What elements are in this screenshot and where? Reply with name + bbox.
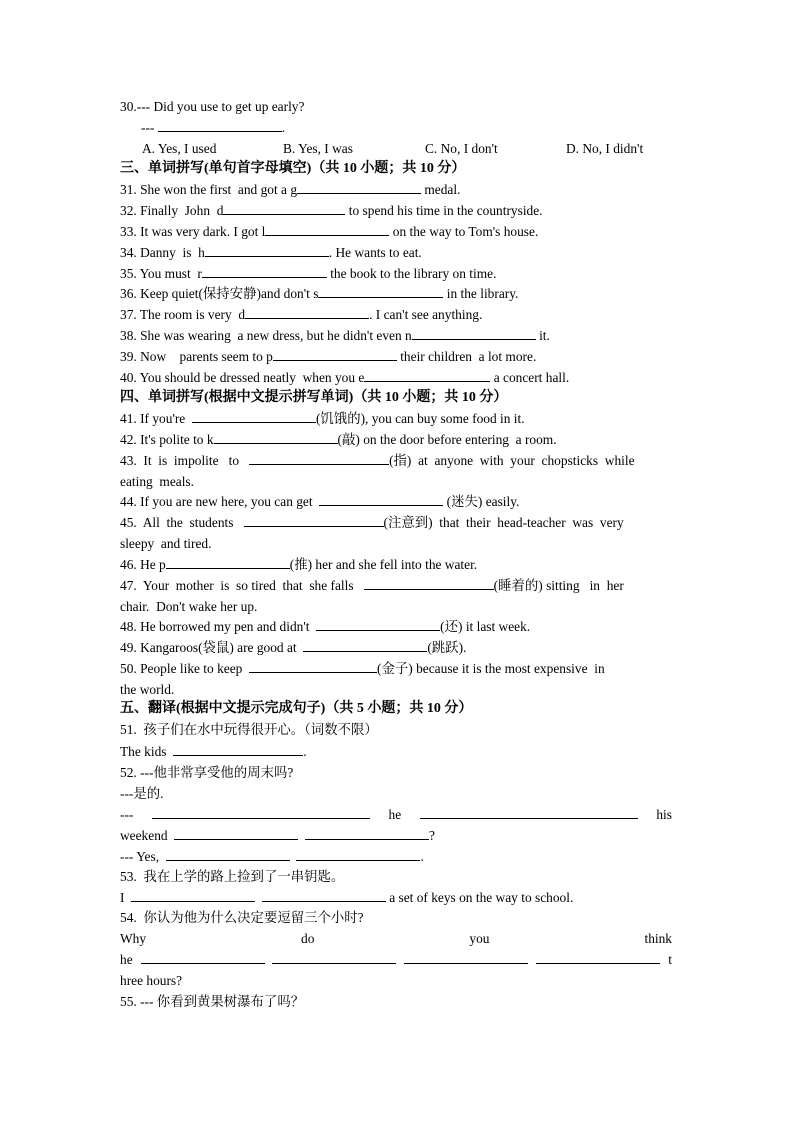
q54-chinese: 54. 你认为他为什么决定要逗留三个小时? bbox=[120, 910, 364, 925]
q52-blank-2[interactable] bbox=[420, 805, 638, 819]
q53-blank-2[interactable] bbox=[262, 888, 386, 902]
q46: 46. He p (推) her and she fell into the water. bbox=[120, 557, 478, 572]
q30-option-a[interactable]: A. Yes, I used bbox=[142, 141, 217, 156]
q30-answer-line: --- . bbox=[141, 120, 286, 135]
q41-blank[interactable] bbox=[192, 409, 316, 423]
q30-option-b[interactable]: B. Yes, I was bbox=[283, 141, 353, 156]
q53-chinese: 53. 我在上学的路上捡到了一串钥匙。 bbox=[120, 869, 345, 884]
q47: 47. Your mother is so tired that she falls (睡着的) sitting in her bbox=[120, 578, 624, 593]
q43: 43. It is impolite to (指) at anyone with your chopsticks while bbox=[120, 453, 635, 468]
q30-option-d[interactable]: D. No, I didn't bbox=[566, 141, 644, 156]
q41: 41. If you're (饥饿的), you can buy some food in it. bbox=[120, 411, 525, 426]
q50-cont: the world. bbox=[120, 682, 175, 697]
q46-blank[interactable] bbox=[166, 555, 290, 569]
q52-chinese: 52. ---他非常享受他的周末吗? bbox=[120, 765, 294, 780]
q52-line2: weekend ? bbox=[120, 828, 435, 843]
q39: 39. Now parents seem to p their children a lot more. bbox=[120, 349, 537, 364]
q44: 44. If you are new here, you can get (迷失) easily. bbox=[120, 494, 520, 509]
q36-blank[interactable] bbox=[318, 284, 443, 298]
q34-blank[interactable] bbox=[205, 243, 329, 257]
q40: 40. You should be dressed neatly when you e a concert hall. bbox=[120, 370, 570, 385]
q40-blank[interactable] bbox=[364, 368, 490, 382]
q38-blank[interactable] bbox=[412, 326, 536, 340]
q36: 36. Keep quiet(保持安静)and don't s in the library. bbox=[120, 286, 519, 301]
q52-blank-3[interactable] bbox=[174, 826, 298, 840]
q34: 34. Danny is h . He wants to eat. bbox=[120, 245, 422, 260]
q30-stem: 30.--- Did you use to get up early? bbox=[120, 99, 305, 114]
q45: 45. All the students (注意到) that their head-teacher was very bbox=[120, 515, 624, 530]
q31-blank[interactable] bbox=[297, 180, 421, 194]
q30-option-c[interactable]: C. No, I don't bbox=[425, 141, 498, 156]
q38: 38. She was wearing a new dress, but he didn't even n it. bbox=[120, 328, 550, 343]
q51-chinese: 51. 孩子们在水中玩得很开心。（词数不限） bbox=[120, 722, 378, 737]
q35: 35. You must r the book to the library on time. bbox=[120, 266, 497, 281]
q55-chinese: 55. --- 你看到黄果树瀑布了吗？ bbox=[120, 994, 305, 1009]
q43-blank[interactable] bbox=[249, 451, 389, 465]
q49: 49. Kangaroos(袋鼠) are good at (跳跃). bbox=[120, 640, 467, 655]
q54-blank-1[interactable] bbox=[141, 950, 265, 964]
q43-cont: eating meals. bbox=[120, 474, 194, 489]
q45-blank[interactable] bbox=[244, 513, 384, 527]
q50-blank[interactable] bbox=[249, 659, 377, 673]
q54-line2: he t bbox=[120, 952, 672, 967]
q48: 48. He borrowed my pen and didn't (还) it last week. bbox=[120, 619, 531, 634]
q52-blank-6[interactable] bbox=[296, 847, 420, 861]
q47-blank[interactable] bbox=[364, 576, 494, 590]
q30-blank[interactable] bbox=[158, 118, 282, 132]
q35-blank[interactable] bbox=[202, 264, 327, 278]
q51-blank[interactable] bbox=[173, 742, 303, 756]
q52-blank-5[interactable] bbox=[166, 847, 290, 861]
q33-blank[interactable] bbox=[265, 222, 389, 236]
q53-english: I a set of keys on the way to school. bbox=[120, 890, 574, 905]
q52-blank-4[interactable] bbox=[305, 826, 429, 840]
q47-cont: chair. Don't wake her up. bbox=[120, 599, 258, 614]
q54-blank-4[interactable] bbox=[536, 950, 660, 964]
q54-blank-3[interactable] bbox=[404, 950, 528, 964]
q52-blank-1[interactable] bbox=[152, 805, 370, 819]
q42-blank[interactable] bbox=[214, 430, 338, 444]
q42: 42. It's polite to k (敲) on the door before entering a room. bbox=[120, 432, 557, 447]
q32-blank[interactable] bbox=[223, 201, 345, 215]
q39-blank[interactable] bbox=[273, 347, 397, 361]
q48-blank[interactable] bbox=[316, 617, 440, 631]
q44-blank[interactable] bbox=[319, 492, 443, 506]
section3-title: 三、单词拼写(单句首字母填空)（共 10 小题；共 10 分） bbox=[120, 161, 466, 176]
q51-english: The kids . bbox=[120, 744, 307, 759]
q37: 37. The room is very d . I can't see anything. bbox=[120, 307, 483, 322]
q53-blank-1[interactable] bbox=[131, 888, 255, 902]
q31: 31. She won the first and got a g medal. bbox=[120, 182, 461, 197]
q49-blank[interactable] bbox=[303, 638, 427, 652]
section5-title: 五、翻译(根据中文提示完成句子)（共 5 小题；共 10 分） bbox=[120, 701, 473, 716]
q52-line3: --- Yes, . bbox=[120, 849, 424, 864]
q52-line1: --- he his bbox=[120, 807, 672, 822]
section4-title: 四、单词拼写(根据中文提示拼写单词)（共 10 小题；共 10 分） bbox=[120, 390, 508, 405]
q52-chinese-answer: ---是的. bbox=[120, 786, 164, 801]
q50: 50. People like to keep (金子) because it is the most expensive in bbox=[120, 661, 605, 676]
q33: 33. It was very dark. I got l on the way to Tom's house. bbox=[120, 224, 539, 239]
q37-blank[interactable] bbox=[245, 305, 369, 319]
q54-line3: hree hours? bbox=[120, 973, 183, 988]
q54-blank-2[interactable] bbox=[272, 950, 396, 964]
q54-line1: Why do you think bbox=[120, 931, 672, 946]
q45-cont: sleepy and tired. bbox=[120, 536, 212, 551]
q32: 32. Finally John d to spend his time in the countryside. bbox=[120, 203, 543, 218]
